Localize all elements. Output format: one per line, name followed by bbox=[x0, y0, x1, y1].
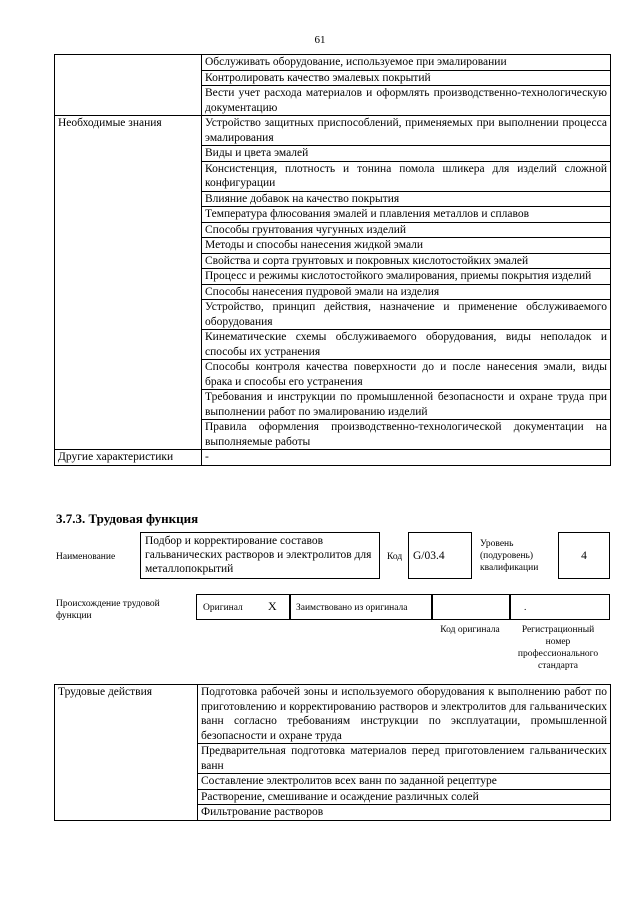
table-cell: Кинематические схемы обслуживаемого оборудования, виды неполадок и способы их устранения bbox=[202, 330, 611, 360]
original-label: Оригинал bbox=[203, 603, 243, 613]
table-cell: Контролировать качество эмалевых покрытий bbox=[202, 70, 611, 86]
code-value: G/03.4 bbox=[413, 550, 445, 562]
row-label: Необходимые знания bbox=[55, 116, 202, 450]
code-label: Код bbox=[387, 552, 403, 562]
code-box bbox=[408, 532, 472, 579]
table-cell: Консистенция, плотность и тонина помола шликера для изделий сложной конфигурации bbox=[202, 161, 611, 191]
origin-label: Происхождение трудовой функции bbox=[56, 599, 160, 621]
table-cell: Вести учет расхода материалов и оформлять производственно-технологическую документацию bbox=[202, 86, 611, 116]
table-cell: Устройство защитных приспособлений, применяемых при выполнении процесса эмалирования bbox=[202, 116, 611, 146]
reg-mark: . bbox=[524, 603, 527, 613]
table-cell: - bbox=[202, 450, 611, 466]
labor-actions-table bbox=[54, 684, 611, 821]
table-row bbox=[55, 116, 611, 146]
table-cell: Составление электролитов всех ванн по заданной рецептуре bbox=[198, 774, 611, 790]
table-cell: Свойства и сорта грунтовых и покровных кислотостойких эмалей bbox=[202, 253, 611, 269]
table-row bbox=[55, 55, 611, 71]
table-cell: Подготовка рабочей зоны и используемого оборудования к выполнению работ по приготовлению и корректированию растворов и электролитов для гальванических ванн согласно требованиям инструкции по эксплуатации, промышленной безопасности и охране труда bbox=[198, 685, 611, 744]
table-cell: Фильтрование растворов bbox=[198, 805, 611, 821]
row-label: Другие характеристики bbox=[55, 450, 202, 466]
page-number: 61 bbox=[314, 34, 326, 46]
reg-number-caption: Регистрационный номер профессионального стандарта bbox=[517, 625, 599, 671]
table-cell: Методы и способы нанесения жидкой эмали bbox=[202, 238, 611, 254]
table-cell: Способы контроля качества поверхности до и после нанесения эмали, виды брака и способы его устранения bbox=[202, 360, 611, 390]
origin-divider bbox=[289, 594, 291, 620]
table-cell: Способы грунтования чугунных изделий bbox=[202, 222, 611, 238]
table-row bbox=[55, 450, 611, 466]
table-cell: Требования и инструкции по промышленной безопасности и охране труда при выполнении работ по эмалированию изделий bbox=[202, 390, 611, 420]
table-row bbox=[55, 685, 611, 744]
table-cell: Влияние добавок на качество покрытия bbox=[202, 191, 611, 207]
competency-table bbox=[54, 54, 611, 466]
table-cell: Обслуживать оборудование, используемое при эмалировании bbox=[202, 55, 611, 71]
level-box bbox=[558, 532, 610, 579]
origin-divider bbox=[509, 594, 511, 620]
table-cell: Растворение, смешивание и осаждение различных солей bbox=[198, 789, 611, 805]
table-cell: Предварительная подготовка материалов перед приготовлением гальванических ванн bbox=[198, 744, 611, 774]
origin-code-caption: Код оригинала bbox=[440, 625, 500, 635]
table-cell: Процесс и режимы кислотостойкого эмалирования, приемы покрытия изделий bbox=[202, 269, 611, 285]
function-name: Подбор и корректирование составов гальванических растворов и электролитов для металлопокрытий bbox=[145, 535, 372, 575]
origin-divider bbox=[431, 594, 433, 620]
original-mark: X bbox=[268, 599, 277, 613]
level-value: 4 bbox=[581, 550, 587, 562]
row-label bbox=[55, 55, 202, 116]
row-label: Трудовые действия bbox=[55, 685, 198, 821]
function-name-box bbox=[140, 532, 380, 579]
table-cell: Правила оформления производственно-технологической документации на выполняемые работы bbox=[202, 420, 611, 450]
borrowed-label: Заимствовано из оригинала bbox=[296, 603, 408, 613]
name-label: Наименование bbox=[56, 552, 116, 562]
table-cell: Устройство, принцип действия, назначение и применение обслуживаемого оборудования bbox=[202, 300, 611, 330]
table-cell: Способы нанесения пудровой эмали на изделия bbox=[202, 284, 611, 300]
table-cell: Температура флюсования эмалей и плавления металлов и сплавов bbox=[202, 207, 611, 223]
section-heading: 3.7.3. Трудовая функция bbox=[56, 511, 199, 526]
table-cell: Виды и цвета эмалей bbox=[202, 146, 611, 162]
level-label: Уровень (подуровень) квалификации bbox=[480, 539, 539, 573]
